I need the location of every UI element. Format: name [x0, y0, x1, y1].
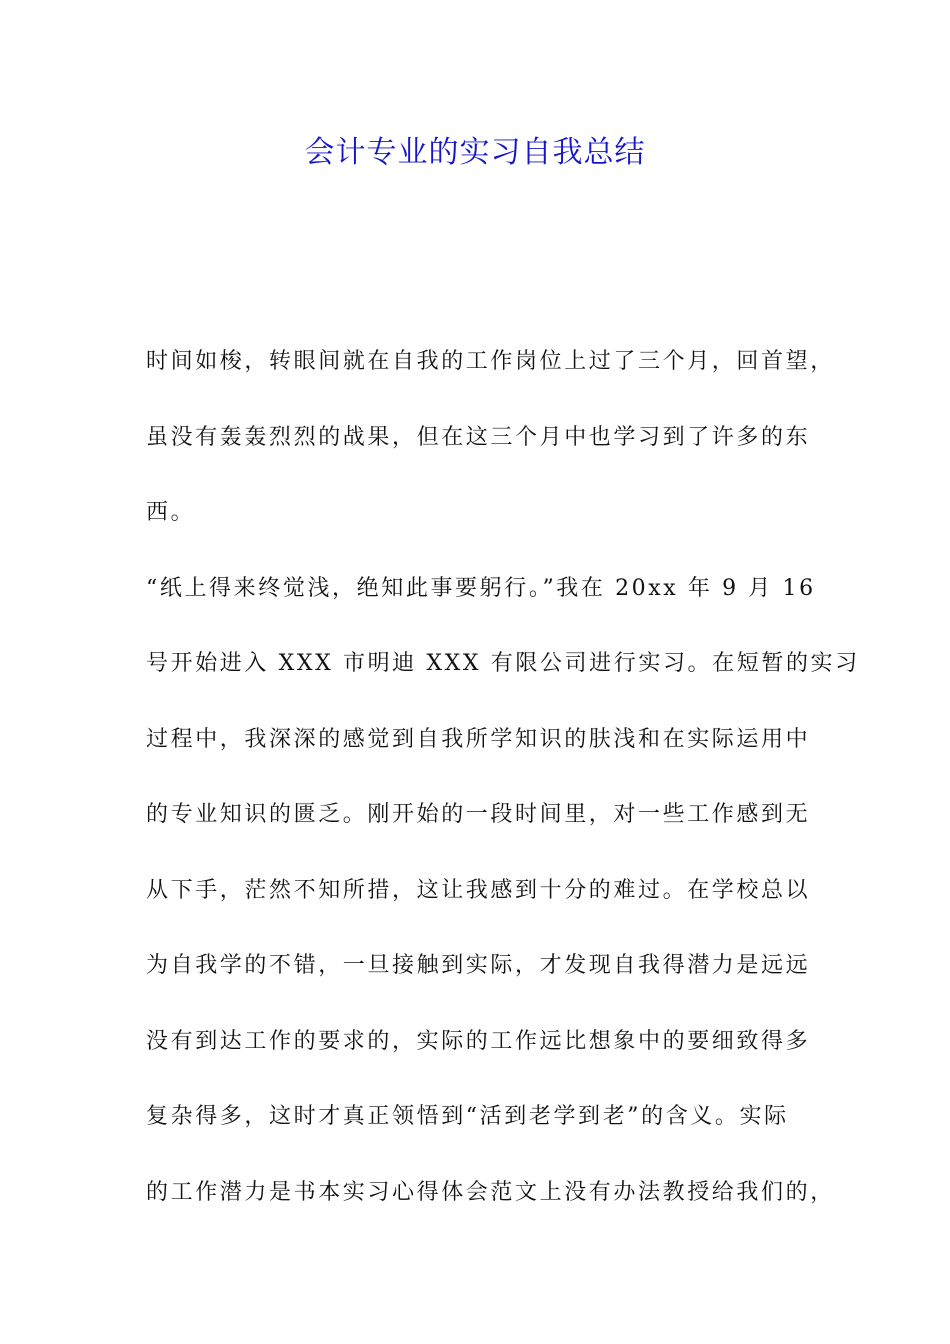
body-line: 的工作潜力是书本实习心得体会范文上没有办法教授给我们的，: [146, 1179, 835, 1205]
body-line: 号开始进入 XXX 市明迪 XXX 有限公司进行实习。在短暂的实习: [146, 651, 860, 676]
document-body: [146, 337, 860, 1243]
document-title: 会计专业的实习自我总结: [304, 135, 646, 170]
body-line: 从下手，茫然不知所措，这让我感到十分的难过。在学校总以: [146, 877, 811, 903]
body-line: 的专业知识的匮乏。刚开始的一段时间里，对一些工作感到无: [146, 802, 811, 827]
body-line: “纸上得来终觉浅，绝知此事要躬行。”我在 20xx 年 9 月 16: [146, 575, 816, 601]
body-line: 复杂得多，这时才真正领悟到“活到老学到老”的含义。实际: [146, 1104, 789, 1129]
body-line: 没有到达工作的要求的，实际的工作远比想象中的要细致得多: [146, 1028, 811, 1054]
body-line: 西。: [146, 500, 196, 525]
body-line: 虽没有轰轰烈烈的战果，但在这三个月中也学习到了许多的东: [146, 424, 811, 450]
body-line: 过程中，我深深的感觉到自我所学知识的肤浅和在实际运用中: [146, 726, 811, 752]
body-line: 时间如梭，转眼间就在自我的工作岗位上过了三个月，回首望，: [146, 349, 835, 374]
body-line: 为自我学的不错，一旦接触到实际，才发现自我得潜力是远远: [146, 953, 811, 978]
